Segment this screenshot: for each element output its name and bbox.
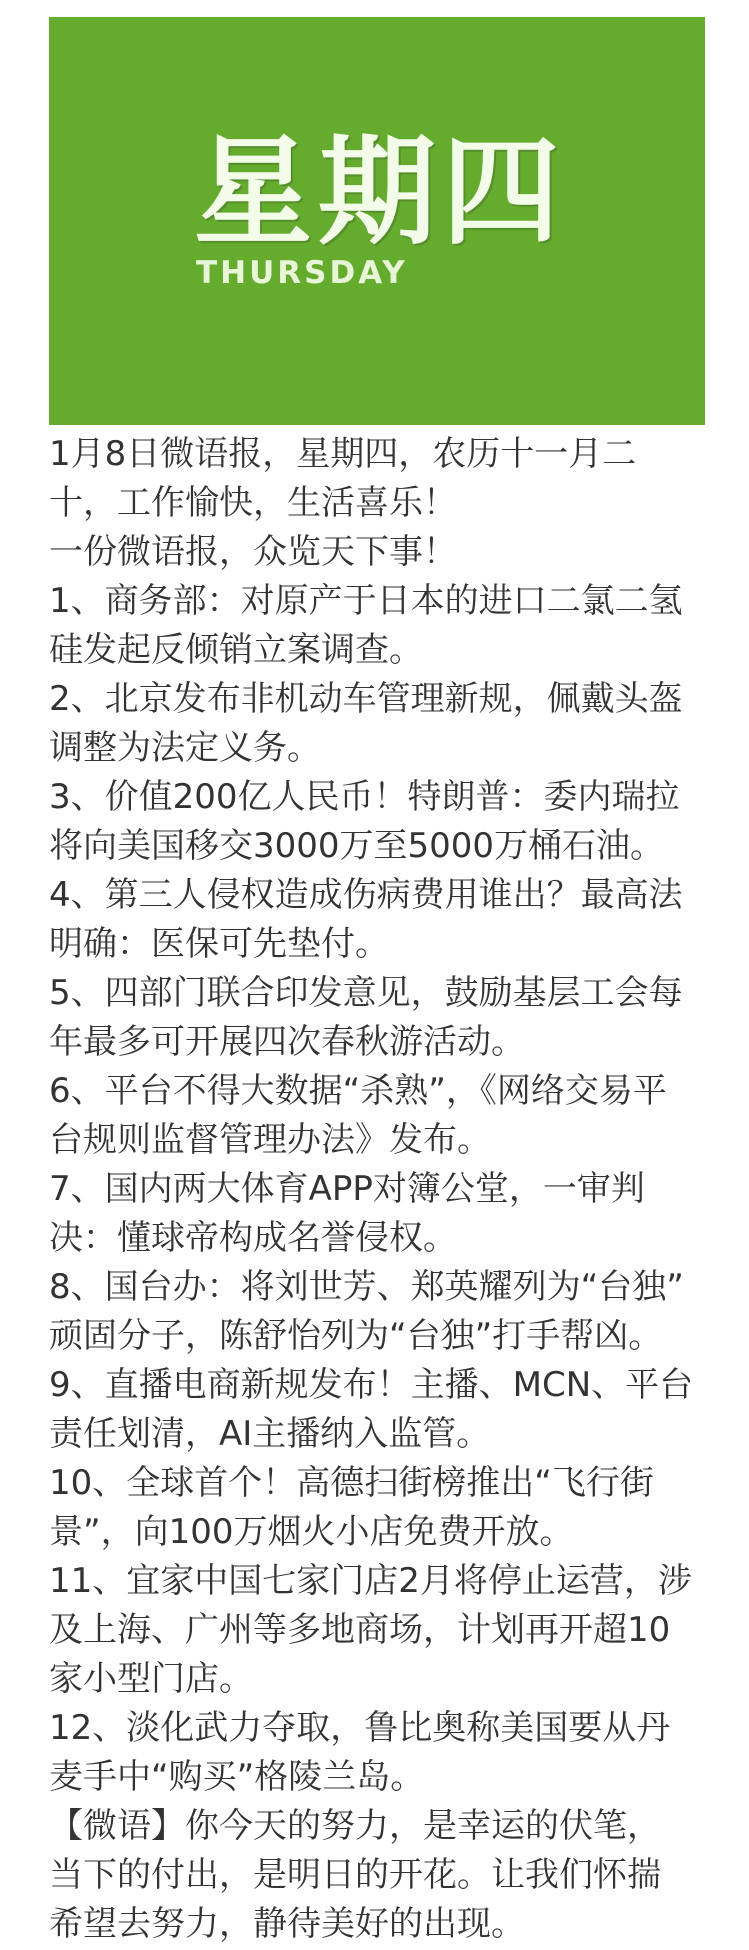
banner-subtitle: THURSDAY (196, 255, 408, 291)
text-line: 2、北京发布非机动车管理新规，佩戴头盔 (49, 679, 683, 719)
text-line: 6、平台不得大数据“杀熟”，《网络交易平 (49, 1071, 667, 1111)
news-item (49, 1165, 739, 1263)
text-line: 家小型门店。 (49, 1659, 253, 1699)
text-line: 1月8日微语报，星期四，农历十一月二 (49, 434, 637, 474)
news-item (49, 577, 739, 675)
news-item (49, 1067, 739, 1165)
text-line: 将向美国移交3000万至5000万桶石油。 (49, 826, 665, 866)
text-line: 明确：医保可先垫付。 (49, 924, 389, 964)
text-line: 5、四部门联合印发意见，鼓励基层工会每 (49, 973, 683, 1013)
text-line: 责任划清，AI主播纳入监管。 (49, 1414, 491, 1454)
text-line: 台规则监督管理办法》发布。 (49, 1120, 491, 1160)
text-line: 10、全球首个！高德扫街榜推出“飞行街 (49, 1463, 654, 1503)
text-line: 希望去努力，静待美好的出现。 (49, 1904, 525, 1944)
text-line: 当下的付出，是明日的开花。让我们怀揣 (49, 1855, 661, 1895)
text-line: 11、宜家中国七家门店2月将停止运营，涉 (49, 1561, 692, 1601)
intro-paragraph (49, 430, 739, 528)
text-line: 9、直播电商新规发布！主播、MCN、平台 (49, 1365, 694, 1405)
text-line: 年最多可开展四次春秋游活动。 (49, 1022, 525, 1062)
news-item (49, 1704, 739, 1802)
text-line: 顽固分子，陈舒怡列为“台独”打手帮凶。 (49, 1316, 663, 1356)
news-item (49, 1361, 739, 1459)
text-line: 决：懂球帝构成名誉侵权。 (49, 1218, 457, 1258)
text-line: 7、国内两大体育APP对簿公堂，一审判 (49, 1169, 645, 1209)
text-line: 景”，向100万烟火小店免费开放。 (49, 1512, 574, 1552)
news-item (49, 871, 739, 969)
text-line: 及上海、广州等多地商场，计划再开超10 (49, 1610, 671, 1650)
text-line: 麦手中“购买”格陵兰岛。 (49, 1757, 425, 1797)
text-line: 硅发起反倾销立案调查。 (49, 630, 423, 670)
text-line: 调整为法定义务。 (49, 728, 321, 768)
text-line: 12、淡化武力夺取，鲁比奥称美国要从丹 (49, 1708, 671, 1748)
quote-paragraph (49, 1802, 739, 1949)
text-line: 4、第三人侵权造成伤病费用谁出？最高法 (49, 875, 683, 915)
text-line: 1、商务部：对原产于日本的进口二氯二氢 (49, 581, 683, 621)
thursday-banner (49, 17, 705, 425)
news-item (49, 773, 739, 871)
news-item (49, 1557, 739, 1704)
news-item (49, 675, 739, 773)
text-line: 十，工作愉快，生活喜乐！ (49, 483, 457, 523)
news-item (49, 969, 739, 1067)
news-item (49, 1263, 739, 1361)
text-line: 一份微语报，众览天下事！ (49, 532, 457, 572)
news-content (49, 430, 739, 1949)
banner-title: 星期四 (194, 123, 567, 261)
text-line: 3、价值200亿人民币！特朗普：委内瑞拉 (49, 777, 680, 817)
tagline (49, 528, 739, 577)
text-line: 8、国台办：将刘世芳、郑英耀列为“台独” (49, 1267, 684, 1307)
text-line: 【微语】你今天的努力，是幸运的伏笔， (49, 1806, 661, 1846)
news-item (49, 1459, 739, 1557)
